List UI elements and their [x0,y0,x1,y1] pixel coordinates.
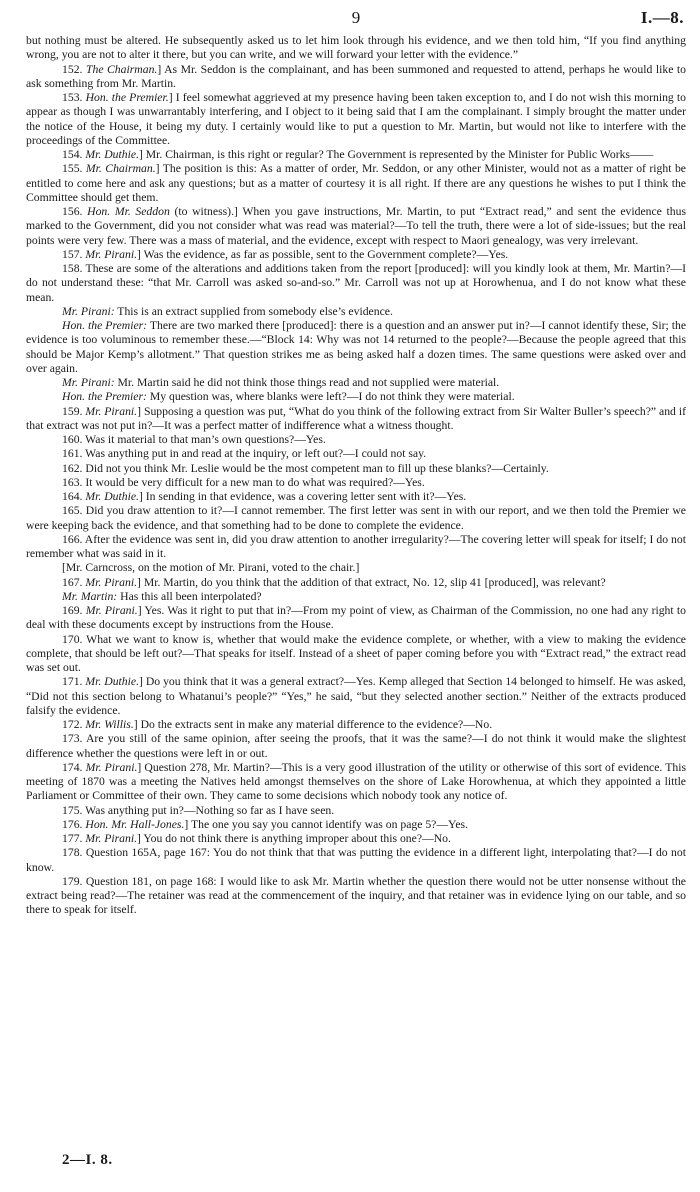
paragraph-text: ] Yes. Was it right to put that in?—From my point of view, as Chairman of the Commission, no one had any right to deal with these documents except by instructions from the House. [26,604,686,632]
paragraph-text: ] Do you think that it was a general extract?—Yes. Kemp alleged that Section 14 belonged to himself. He was asked, “Did not this section belong to Whatanui’s people?” “Yes,” he said, “but they selected another section.” Neither of the extracts produced falsify the evidence. [26,675,686,717]
paragraph [26,832,686,846]
paragraph-text: This is an extract supplied from somebody else’s evidence. [114,304,393,318]
speaker-name: Mr. Martin: [62,589,118,603]
paragraph [26,875,686,918]
paragraph-text: 172. [62,718,86,731]
paragraph-text: 178. Question 165A, page 167: You do not think that that was putting the evidence in a different light, interpolating that?—I do not know. [26,846,686,874]
paragraph [26,675,686,718]
paragraph [26,248,686,262]
paragraph-text: 159. [62,404,86,418]
paragraph [26,561,686,575]
paragraph-text: 156. [62,205,88,218]
paragraph [26,462,686,476]
paragraph [26,732,686,761]
paragraph-text: 167. [62,575,86,589]
paragraph [26,376,686,390]
speaker-name: Mr. Pirani. [85,604,138,617]
paragraph-text: ] The position is this: As a matter of order, Mr. Seddon, or any other Minister, would not as a matter of right be entitled to come here and ask any questions; but as a matter of courtesy it is all right. If there are any questions he wishes to put I think the Committee should get them. [26,162,686,204]
speaker-name: Hon. the Premier. [85,91,169,104]
speaker-name: Mr. Duthie. [85,490,139,503]
paragraph-text: Mr. Martin said he did not think those things read and not supplied were material. [114,376,500,389]
paragraph [26,262,686,305]
paragraph [26,846,686,875]
paragraph-text: ] Question 278, Mr. Martin?—This is a very good illustration of the utility or otherwise of this sort of evidence. This meeting of 1870 was a meeting the Natives held amongst themselves on the shore of Lake Horowhenua, at which they appointed a little Parliament or Committee of their own. They came to some decisions which nobody took any notice of. [26,760,687,803]
paragraph-text: 155. [62,162,86,176]
speaker-name: Mr. Pirani. [85,832,137,845]
paragraph [26,63,686,92]
paragraph [26,319,686,376]
speaker-name: Hon. the Premier: [62,390,147,404]
paragraph-text: My question was, where blanks were left?—I do not think they were material. [146,390,515,404]
paragraph-text: ] Mr. Martin, do you think that the addition of that extract, No. 12, slip 41 [produced], was relevant? [137,575,606,589]
paragraph-text: 157. [62,247,86,261]
paragraph [26,504,686,533]
speaker-name: Mr. Pirani. [85,760,138,774]
page-number: 9 [351,8,361,27]
paragraph-text: 163. It would be very difficult for a new man to do what was required?—Yes. [62,475,425,489]
paragraph-text: 177. [62,832,86,845]
paragraph [26,633,686,676]
speaker-name: Mr. Pirani. [85,575,137,589]
speaker-name: Mr. Pirani. [85,404,138,418]
paragraph-text: [Mr. Carncross, on the motion of Mr. Pirani, voted to the chair.] [62,561,360,575]
speaker-name: Mr. Pirani: [62,304,115,318]
paragraph [26,433,686,447]
paragraph [26,804,686,818]
speaker-name: Mr. Duthie. [85,148,139,161]
speaker-name: Hon. Mr. Hall-Jones. [85,817,185,831]
paragraph-text: ] You do not think there is anything improper about this one?—No. [137,832,451,845]
speaker-name: Mr. Chairman. [85,162,156,176]
paragraph-text: ] In sending in that evidence, was a covering letter sent with it?—Yes. [138,490,467,503]
paragraph-text: 175. Was anything put in?—Nothing so far as I have seen. [62,803,335,817]
paragraph-text: ] Mr. Chairman, is this right or regular? The Government is represented by the Minister for Public Works—— [138,148,654,161]
paragraph-text: 162. Did not you think Mr. Leslie would be the most competent man to fill up these blanks?—Certainly. [62,461,549,475]
paragraph-text: ] Was the evidence, as far as possible, sent to the Government complete?—Yes. [137,247,509,261]
paragraph [26,761,686,804]
paragraph [26,34,686,63]
paragraph [26,590,686,604]
paragraph-text: 154. [62,148,86,161]
paragraph-text: 170. What we want to know is, whether that would make the evidence complete, or whether, with a view to making the evidence complete, that should be left out?—That speaks for itself. Instead of a sheet of paper coming before you with “Extract read,” the extract read was set out. [26,632,686,674]
paragraph-text: ] I feel somewhat aggrieved at my presence having been taken exception to, and I do not wish this morning to appear as though I was unwarrantably interfering, and I object to it being said that I am the complainant. I simply brought the matter under the notice of the House, it being my duty. I certainly would like to put a question to Mr. Martin, but would not like to interfere with the proceedings of the Committee. [26,91,686,147]
body-text [26,34,686,918]
paragraph [26,91,686,148]
paragraph-text: ] Do the extracts sent in make any material difference to the evidence?—No. [133,718,493,731]
paragraph-text: 164. [62,490,86,503]
paragraph-text: (to witness).] When you gave instructions, Mr. Martin, to put “Extract read,” and sent the evidence thus marked to the Government, did you not consider what was read was material?—To tell the truth, there were a lot of side-issues; but the real points were very few. There was a mass of material, and the evidence, except with respect to Maori genealogy, was very irrelevant. [26,205,686,247]
paragraph-text: ] The one you say you cannot identify was on page 5?—Yes. [184,817,468,831]
paragraph [26,604,686,633]
paragraph [26,205,686,248]
paragraph [26,162,686,205]
paragraph [26,718,686,732]
paragraph-text: but nothing must be altered. He subsequently asked us to let him look through his evidence, and we then told him, “If you find anything wrong, you are not to alter it there, but you can write, and we will forward your letter with the evidence.” [26,34,686,62]
paragraph-text: 160. Was it material to that man’s own questions?—Yes. [62,433,326,446]
paragraph-text: 161. Was anything put in and read at the inquiry, or left out?—I could not say. [62,447,427,461]
paragraph [26,148,686,162]
speaker-name: Mr. Pirani: [62,376,115,389]
printer-signature-mark: 2—I. 8. [62,1152,113,1168]
paragraph [26,390,686,404]
paragraph-text: ] As Mr. Seddon is the complainant, and has been summoned and requested to attend, perhaps he would like to ask something from Mr. Martin. [26,62,686,90]
paragraph-text: Has this all been interpolated? [117,589,262,603]
speaker-name: Mr. Willis. [85,718,134,731]
document-reference: I.—8. [640,8,684,27]
paragraph [26,405,686,434]
paragraph-text: ] Supposing a question was put, “What do you think of the following extract from Sir Walter Buller’s speech?” and if that extract was not put in?—It was a perfect matter of indifference what a witness thought. [26,404,687,432]
speaker-name: Mr. Pirani. [85,247,137,261]
paragraph-text: 165. Did you draw attention to it?—I cannot remember. The first letter was sent in with our report, and we then told the Premier we were keeping back the evidence, and that something had to be done to complete the evidence. [26,504,686,532]
paragraph-text: 179. Question 181, on page 168: I would like to ask Mr. Martin whether the question there would not be utter nonsense without the extract being read?—The retainer was read at the commencement of the inquiry, and that retainer was in evidence lying on our table, and so there to speak for itself. [26,874,686,917]
speaker-name: The Chairman. [85,62,158,76]
paragraph [26,490,686,504]
paragraph-text: 171. [62,675,86,689]
paragraph-text: 169. [62,604,86,617]
paragraph-text: 158. These are some of the alterations and additions taken from the report [produced]: will you kindly look at them, Mr. Martin?—I do not understand these: “that Mr. Carroll was asked so-and-so.” Mr. Carroll was not up at Horowhenua, and I do not know what these mean. [26,262,686,304]
paragraph [26,447,686,461]
page-header [26,0,686,34]
speaker-name: Hon. Mr. Seddon [87,205,170,218]
paragraph-text: 174. [62,760,86,774]
paragraph-text: 166. After the evidence was sent in, did you draw attention to another irregularity?—The covering letter will speak for itself; I do not remember what was said in it. [26,532,686,560]
paragraph-text: 176. [62,817,86,831]
paragraph [26,305,686,319]
paragraph [26,476,686,490]
paragraph-text: There are two marked there [produced]: there is a question and an answer put in?—I cannot identify these, Sir; the evidence is too voluminous to remember these.—“Block 14: Why was not 14 returned to the people?—Because the people agreed that this should be Major Kemp’s allotment.” That question strikes me as being asked half a dozen times. The same questions were asked over and over again. [26,319,687,375]
speaker-name: Hon. the Premier: [62,319,148,332]
paragraph-text: 153. [62,91,86,104]
paragraph [26,533,686,562]
paragraph-text: 152. [62,62,86,76]
paragraph-text: 173. Are you still of the same opinion, after seeing the proofs, that it was the same?—I do not think it would make the slightest difference whether the questions were left in or out. [26,732,686,760]
speaker-name: Mr. Duthie. [85,675,139,689]
paragraph [26,576,686,590]
paragraph [26,818,686,832]
